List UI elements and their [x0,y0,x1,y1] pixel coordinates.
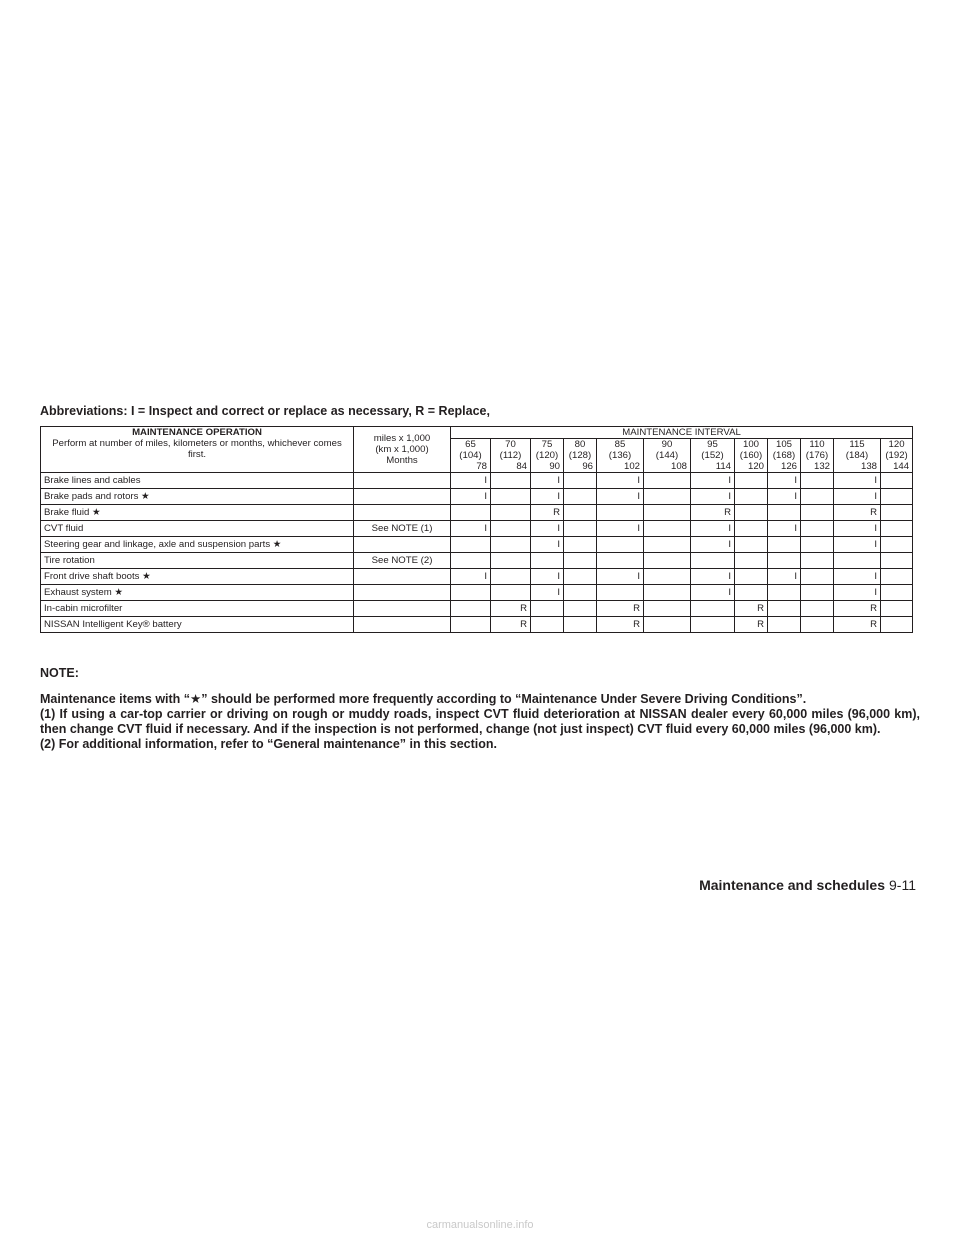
interval-km: (176) [805,450,829,461]
schedule-cell [691,553,735,569]
schedule-cell: I [691,521,735,537]
schedule-cell [735,521,768,537]
schedule-cell [564,569,597,585]
schedule-body [41,473,913,633]
schedule-cell [644,585,691,601]
interval-miles: 65 [465,439,476,450]
schedule-cell [491,553,531,569]
schedule-cell [564,521,597,537]
schedule-cell [881,521,913,537]
schedule-cell: R [491,617,531,633]
schedule-cell [564,537,597,553]
maintenance-schedule-table [40,426,913,633]
table-row [41,505,913,521]
schedule-cell [801,473,834,489]
schedule-cell [881,617,913,633]
schedule-cell: R [597,617,644,633]
schedule-cell [644,537,691,553]
schedule-cell: I [768,521,801,537]
schedule-cell: I [451,489,491,505]
schedule-cell: I [531,521,564,537]
schedule-cell: R [834,505,881,521]
schedule-cell: R [735,617,768,633]
interval-km: (184) [845,450,869,461]
schedule-cell [564,601,597,617]
schedule-cell: I [531,489,564,505]
schedule-cell [644,617,691,633]
watermark: carmanualsonline.info [426,1219,534,1231]
interval-km: (136) [608,450,632,461]
unit-km: (km x 1,000) [375,444,429,455]
schedule-cell [597,505,644,521]
note-severe: Maintenance items with “★” should be performed more frequently according to “Maintenance Under Severe Driving Conditions”. [40,692,807,706]
schedule-cell [801,521,834,537]
table-row [41,553,913,569]
interval-miles: 90 [661,439,673,450]
schedule-cell [564,617,597,633]
interval-header-cell [451,439,491,473]
interval-header-cell [801,439,834,473]
operation-name: Steering gear and linkage, axle and suspension parts ★ [41,537,354,553]
schedule-cell [768,553,801,569]
schedule-cell: I [597,521,644,537]
interval-months: 96 [582,461,593,472]
interval-miles: 120 [888,439,905,450]
schedule-cell [691,601,735,617]
interval-months: 138 [860,461,877,472]
note-2: (2) For additional information, refer to “General maintenance” in this section. [40,737,498,751]
schedule-cell [881,505,913,521]
schedule-cell: R [691,505,735,521]
table-row [41,521,913,537]
schedule-cell [801,489,834,505]
schedule-cell [801,537,834,553]
schedule-cell: I [531,585,564,601]
interval-miles: 100 [742,439,759,450]
abbreviations-line: Abbreviations: I = Inspect and correct or replace as necessary, R = Replace, [40,404,490,418]
note-1: (1) If using a car-top carrier or driving on rough or muddy roads, inspect CVT fluid deterioration at NISSAN dealer every 60,000 miles (96,000 km), then change CVT fluid if necessary. And if the inspection is not performed, change (not just inspect) CVT fluid every 60,000 miles (96,000 km). [40,707,920,736]
interval-months: 84 [516,461,527,472]
schedule-cell [451,505,491,521]
interval-miles: 70 [505,439,516,450]
schedule-cell: I [531,537,564,553]
schedule-cell [644,505,691,521]
operation-note [354,537,451,553]
schedule-cell: I [691,489,735,505]
table-row [41,489,913,505]
interval-km: (120) [535,450,559,461]
operation-note [354,473,451,489]
interval-months: 108 [670,461,687,472]
unit-miles: miles x 1,000 [373,433,431,444]
operation-note [354,505,451,521]
schedule-cell [801,569,834,585]
schedule-cell: I [691,537,735,553]
interval-header-cell [564,439,597,473]
page-footer [699,877,916,893]
schedule-cell [564,505,597,521]
notes-section [40,666,920,752]
table-row [41,617,913,633]
schedule-cell: I [834,585,881,601]
interval-header-cell [531,439,564,473]
schedule-cell [491,473,531,489]
unit-months: Months [386,455,418,466]
operation-name: Front drive shaft boots ★ [41,569,354,585]
schedule-cell: R [597,601,644,617]
schedule-cell [451,585,491,601]
page-number: 9-11 [889,877,916,893]
schedule-cell [491,489,531,505]
schedule-cell: R [834,601,881,617]
schedule-cell [801,505,834,521]
operation-note [354,585,451,601]
interval-km: (104) [459,450,482,461]
operation-name: Brake pads and rotors ★ [41,489,354,505]
schedule-cell [491,585,531,601]
footer-section-title: Maintenance and schedules [699,877,886,893]
schedule-cell: R [531,505,564,521]
schedule-cell [735,473,768,489]
table-row [41,585,913,601]
interval-miles: 115 [849,439,865,450]
schedule-cell [597,553,644,569]
interval-km: (192) [885,450,908,461]
schedule-cell [644,569,691,585]
operation-note [354,601,451,617]
schedule-cell [491,521,531,537]
interval-months: 120 [747,461,764,472]
schedule-cell [531,601,564,617]
operation-name: Brake lines and cables [41,473,354,489]
schedule-cell [881,585,913,601]
interval-km: (128) [568,450,592,461]
schedule-cell [735,553,768,569]
schedule-cell: I [834,521,881,537]
interval-header-cell [691,439,735,473]
schedule-cell [644,601,691,617]
operation-name: Brake fluid ★ [41,505,354,521]
schedule-cell [644,489,691,505]
schedule-cell [881,553,913,569]
interval-miles: 110 [809,439,825,450]
table-row [41,569,913,585]
schedule-cell: I [768,489,801,505]
operation-note: See NOTE (1) [354,521,451,537]
schedule-cell: I [597,489,644,505]
interval-miles: 95 [707,439,718,450]
interval-km: (152) [701,450,724,461]
schedule-cell [691,617,735,633]
interval-km: (160) [739,450,763,461]
interval-header-cell [597,439,644,473]
schedule-cell [735,505,768,521]
table-row [41,537,913,553]
schedule-cell [881,569,913,585]
schedule-cell: I [834,537,881,553]
schedule-cell [564,489,597,505]
interval-km: (112) [499,450,522,461]
unit-header [354,427,451,473]
operation-name: NISSAN Intelligent Key® battery [41,617,354,633]
interval-km: (168) [772,450,796,461]
schedule-cell [644,521,691,537]
schedule-cell [801,601,834,617]
schedule-cell [768,537,801,553]
schedule-cell: I [597,473,644,489]
operation-name: CVT fluid [41,521,354,537]
operation-name: Tire rotation [41,553,354,569]
interval-title: MAINTENANCE INTERVAL [451,427,913,439]
schedule-cell [451,553,491,569]
schedule-cell [881,473,913,489]
interval-header-cell [834,439,881,473]
operation-note [354,617,451,633]
operation-name: Exhaust system ★ [41,585,354,601]
schedule-cell [801,617,834,633]
schedule-cell [881,489,913,505]
schedule-cell: I [531,473,564,489]
operation-note: See NOTE (2) [354,553,451,569]
schedule-cell [801,585,834,601]
operation-description: Perform at number of miles, kilometers or months, whichever comes first. [52,438,342,460]
interval-months: 90 [549,461,560,472]
schedule-cell: I [451,521,491,537]
interval-miles: 80 [574,439,586,450]
schedule-cell: I [691,585,735,601]
operation-title: MAINTENANCE OPERATION [132,427,262,438]
interval-header-cell [644,439,691,473]
schedule-cell [564,553,597,569]
interval-months: 114 [715,461,731,472]
schedule-cell [644,473,691,489]
schedule-cell: I [597,569,644,585]
schedule-cell [735,569,768,585]
operation-note [354,489,451,505]
schedule-cell [768,601,801,617]
interval-header-cell [768,439,801,473]
schedule-cell [597,585,644,601]
schedule-cell [564,473,597,489]
schedule-cell [491,569,531,585]
schedule-cell: I [691,473,735,489]
interval-months: 78 [476,461,487,472]
interval-miles: 85 [614,439,626,450]
schedule-cell [881,537,913,553]
interval-header-cell [491,439,531,473]
schedule-cell [451,537,491,553]
schedule-cell [735,537,768,553]
schedule-cell [644,553,691,569]
schedule-cell: I [451,473,491,489]
notes-title: NOTE: [40,666,79,680]
schedule-cell [531,617,564,633]
schedule-cell [768,585,801,601]
schedule-cell: I [768,569,801,585]
operation-note [354,569,451,585]
schedule-cell: R [491,601,531,617]
schedule-cell: I [451,569,491,585]
interval-months: 126 [780,461,797,472]
interval-months: 132 [813,461,830,472]
schedule-cell [451,601,491,617]
schedule-cell [735,489,768,505]
schedule-cell [768,505,801,521]
interval-months: 102 [623,461,640,472]
schedule-cell [881,601,913,617]
schedule-cell [834,553,881,569]
schedule-cell: I [834,489,881,505]
interval-miles: 75 [541,439,553,450]
schedule-cell: R [834,617,881,633]
schedule-cell [531,553,564,569]
schedule-cell: I [768,473,801,489]
operation-header [41,427,354,473]
schedule-cell [451,617,491,633]
interval-header-cell [881,439,913,473]
schedule-cell [735,585,768,601]
schedule-cell: I [691,569,735,585]
schedule-cell [564,585,597,601]
schedule-cell: I [531,569,564,585]
schedule-cell [768,617,801,633]
interval-miles: 105 [775,439,792,450]
interval-months: 144 [893,461,910,472]
schedule-cell [801,553,834,569]
schedule-cell [491,505,531,521]
schedule-cell: I [834,569,881,585]
operation-name: In-cabin microfilter [41,601,354,617]
schedule-cell [491,537,531,553]
schedule-cell [597,537,644,553]
schedule-cell: I [834,473,881,489]
table-row [41,473,913,489]
table-row [41,601,913,617]
interval-km: (144) [655,450,679,461]
interval-header-cell [735,439,768,473]
schedule-cell: R [735,601,768,617]
